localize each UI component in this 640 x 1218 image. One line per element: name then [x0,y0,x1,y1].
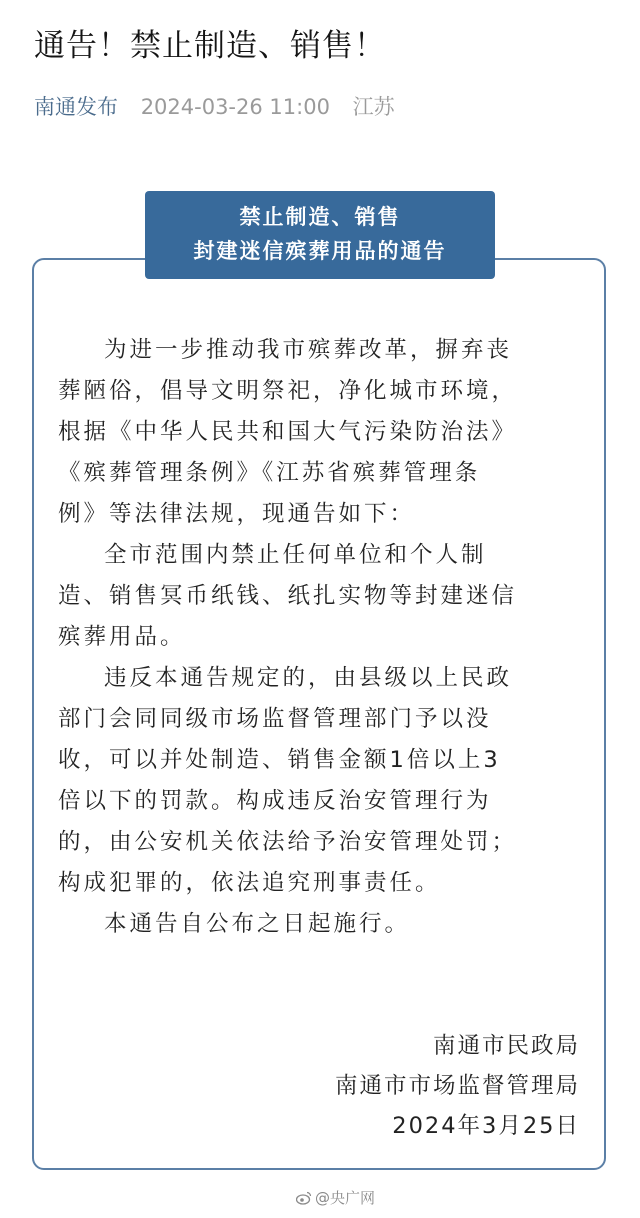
text-line: 殡葬用品。 [58,624,186,650]
text-line: 倍以下的罚款。构成违反治安管理行为 [58,788,492,814]
source-link[interactable]: 南通发布 [34,95,118,119]
text-line: 违反本通告规定的，由县级以上民政 [104,665,513,691]
text-line: 造、销售冥币纸钱、纸扎实物等封建迷信 [58,583,518,609]
text-line: 本通告自公布之日起施行。 [104,911,411,937]
signatory-market-supervision: 南通市市场监督管理局 [334,1073,580,1099]
text-line: 构成犯罪的，依法追究刑事责任。 [58,870,441,896]
paragraph-penalty [58,658,582,904]
watermark [296,1188,375,1208]
publish-location: 江苏 [352,95,395,119]
text-line: 为进一步推动我市殡葬改革，摒弃丧 [104,337,513,363]
paragraph-intro [58,330,582,535]
text-line: 部门会同同级市场监督管理部门予以没 [58,706,492,732]
article-meta [34,92,395,122]
paragraph-prohibition [58,535,582,658]
paragraph-effective [58,904,582,945]
text-line: 例》等法律法规，现通告如下： [58,501,416,527]
signatory-civil-affairs: 南通市民政局 [432,1033,580,1059]
signatures [335,1026,580,1146]
text-line: 全市范围内禁止任何单位和个人制 [104,542,487,568]
text-line: 根据《中华人民共和国大气污染防治法》 [58,419,518,445]
notice-date: 2024年3月25日 [392,1113,580,1139]
text-line: 收，可以并处制造、销售金额1倍以上3 [58,747,501,773]
text-line: 葬陋俗，倡导文明祭祀，净化城市环境， [58,378,518,404]
banner-line-1: 禁止制造、销售 [239,205,401,229]
text-line: 的，由公安机关依法给予治安管理处罚； [58,829,518,855]
notice-banner [145,191,495,279]
weibo-icon [296,1191,312,1205]
notice-body [58,330,582,945]
text-line: 《殡葬管理条例》《江苏省殡葬管理条 [58,460,481,486]
page-title: 通告！禁止制造、销售！ [34,28,386,64]
publish-time: 2024-03-26 11:00 [140,95,330,119]
banner-line-2: 封建迷信殡葬用品的通告 [193,239,447,263]
watermark-text: @央广网 [315,1189,376,1207]
